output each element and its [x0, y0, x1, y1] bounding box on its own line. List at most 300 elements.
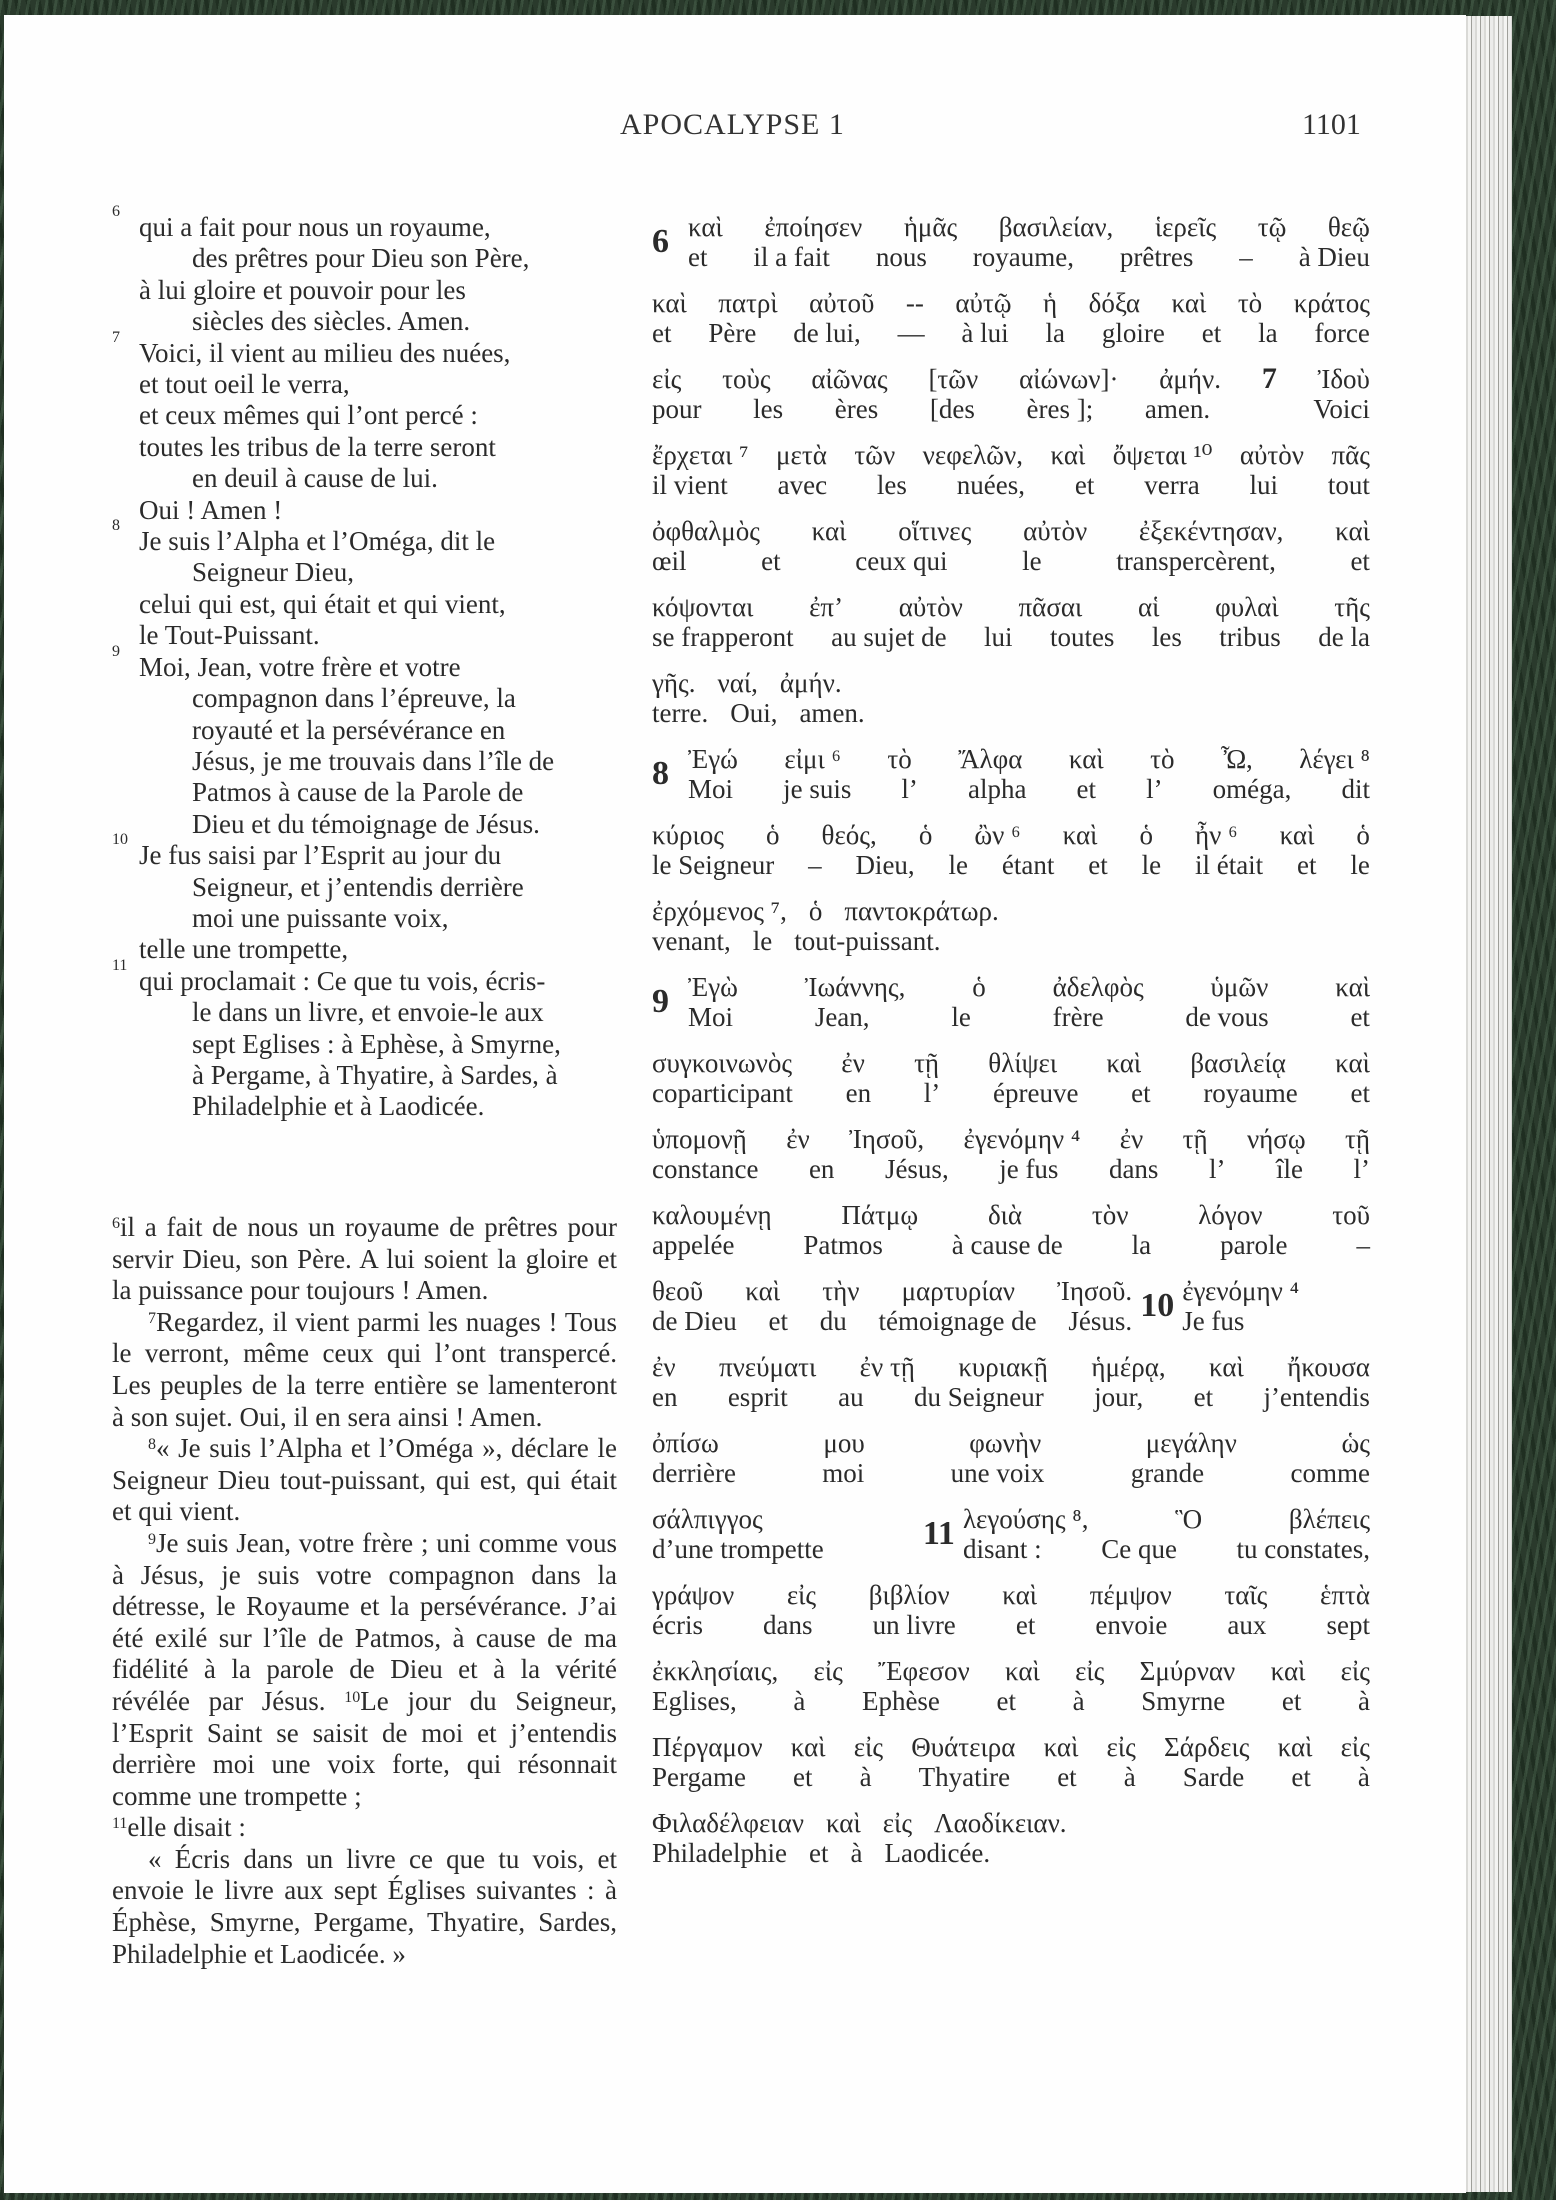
interlinear-pair	[652, 820, 1370, 880]
interlinear-pair	[652, 1656, 1370, 1716]
greek-word: θεοῦ	[652, 1276, 704, 1306]
french-gloss-line	[652, 546, 1370, 576]
french-word: –	[1239, 242, 1253, 272]
greek-word: Θυάτειρα	[911, 1732, 1016, 1762]
french-word: dit	[1341, 774, 1370, 804]
greek-line	[652, 288, 1370, 318]
french-word: jour,	[1094, 1382, 1144, 1412]
greek-word: καὶ	[825, 1808, 861, 1838]
verse-text: le dans un livre, et envoie-le aux	[192, 997, 544, 1028]
french-word: la	[1045, 318, 1066, 348]
french-word: du Seigneur	[914, 1382, 1044, 1412]
interlinear-lines	[652, 1124, 1370, 1184]
verse-line	[112, 432, 617, 463]
french-word: il vient	[652, 470, 728, 500]
greek-word: οἵτινες	[898, 516, 972, 546]
verse-text: Moi, Jean, votre frère et votre	[139, 651, 461, 682]
greek-word: ὑμῶν	[1210, 972, 1269, 1002]
verse-line	[112, 463, 617, 494]
french-word: royaume,	[972, 242, 1074, 272]
interlinear-lines	[652, 364, 1370, 424]
french-word: Patmos	[803, 1230, 883, 1260]
interlinear-pair	[652, 592, 1370, 652]
verse-number: 11	[112, 1815, 128, 1833]
greek-word: ναί,	[717, 668, 758, 698]
greek-word: Ἔφεσον	[878, 1656, 970, 1686]
verse-number: 10	[344, 1688, 361, 1706]
greek-word: ἐκκλησίαις,	[652, 1656, 779, 1686]
interlinear-pair	[652, 1808, 1370, 1868]
greek-word: μου	[823, 1428, 865, 1458]
greek-word: καὶ	[790, 1732, 826, 1762]
greek-line	[652, 1504, 915, 1534]
verse-line	[112, 1029, 617, 1060]
french-word: le	[1350, 850, 1370, 880]
french-word: à cause de	[951, 1230, 1063, 1260]
verse-line	[112, 1091, 617, 1122]
verse-text: sept Eglises : à Ephèse, à Smyrne,	[192, 1028, 561, 1059]
french-gloss-line	[652, 1610, 1370, 1640]
verse-text: moi une puissante voix,	[192, 902, 449, 933]
greek-word: καὶ	[688, 212, 723, 242]
greek-word: τῇ	[1182, 1124, 1208, 1154]
french-word: et	[1193, 1382, 1214, 1412]
french-word: nous	[875, 242, 927, 272]
interlinear-lines	[652, 1656, 1370, 1716]
greek-line	[652, 592, 1370, 622]
french-word: tout	[1327, 470, 1370, 500]
greek-word: ἡμέρᾳ,	[1091, 1352, 1166, 1382]
greek-word: καὶ	[1209, 1352, 1244, 1382]
french-word: à	[793, 1686, 806, 1716]
french-gloss-line	[652, 470, 1370, 500]
french-word: lui	[1249, 470, 1279, 500]
interlinear-pair	[652, 744, 1370, 804]
french-word: Moi	[688, 1002, 734, 1032]
greek-word: εἰς	[853, 1732, 884, 1762]
greek-word: καὶ	[1277, 1732, 1313, 1762]
greek-line	[652, 820, 1370, 850]
french-word: le	[948, 850, 969, 880]
greek-word: καὶ	[1005, 1656, 1040, 1686]
french-word: —	[897, 318, 925, 348]
interlinear-lines	[652, 1048, 1370, 1108]
verse-line	[112, 872, 617, 903]
verse-text: celui qui est, qui était et qui vient,	[139, 588, 506, 619]
interlinear-pair	[652, 364, 1370, 424]
french-gloss-line	[652, 850, 1370, 880]
greek-word: ὁ	[918, 820, 933, 850]
french-word: oméga,	[1212, 774, 1292, 804]
french-gloss-line	[688, 1002, 1370, 1032]
verse-text: siècles des siècles. Amen.	[192, 306, 471, 337]
french-word: derrière	[652, 1458, 736, 1488]
interlinear-pair	[652, 1200, 1370, 1260]
french-word: Thyatire	[918, 1762, 1011, 1792]
french-word: je suis	[783, 774, 852, 804]
greek-word: πᾶσαι	[1018, 592, 1083, 622]
french-word: il a fait	[753, 242, 830, 272]
french-word: [des	[929, 394, 975, 424]
verse-line: 6 qui a fait pour nous un royaume,	[112, 203, 491, 242]
interlinear-pair	[652, 972, 1370, 1032]
french-word: esprit	[727, 1382, 788, 1412]
greek-word: καὶ	[1062, 820, 1098, 850]
french-word: et	[1088, 850, 1108, 880]
verse-line	[112, 777, 617, 808]
greek-word: νεφελῶν,	[922, 440, 1023, 470]
greek-word: γῆς.	[652, 668, 696, 698]
french-word: du	[819, 1306, 847, 1336]
greek-word: καὶ	[745, 1276, 781, 1306]
french-word: à lui	[961, 318, 1009, 348]
verse-text: à lui gloire et pouvoir pour les	[139, 274, 466, 305]
greek-word: τῷ	[1257, 212, 1287, 242]
french-word: et	[793, 1762, 813, 1792]
french-word: grande	[1130, 1458, 1205, 1488]
french-word: Dieu,	[855, 850, 915, 880]
french-word: l’	[1353, 1154, 1370, 1184]
greek-line	[652, 1048, 1370, 1078]
interlinear-greek-french	[652, 212, 1370, 1884]
french-word: lui	[984, 622, 1013, 652]
french-word: et	[1074, 470, 1095, 500]
verse-line	[112, 589, 617, 620]
french-word: ceux qui	[855, 546, 948, 576]
verse-line	[112, 557, 617, 588]
interlinear-pair	[652, 896, 1370, 956]
greek-word: ὁ	[765, 820, 780, 850]
greek-word: καὶ	[1335, 972, 1370, 1002]
greek-word: ἐν	[786, 1124, 810, 1154]
greek-word: βασιλείαν,	[998, 212, 1114, 242]
french-word: coparticipant	[652, 1078, 793, 1108]
french-word: Oui,	[730, 698, 778, 728]
prose-paragraph	[112, 1812, 617, 1844]
french-gloss-line	[688, 242, 1370, 272]
greek-word: τῶν	[854, 440, 896, 470]
french-word: les	[876, 470, 907, 500]
french-gloss-line	[652, 1306, 1132, 1336]
greek-word: κυριακῇ	[958, 1352, 1048, 1382]
greek-word: μεγάλην	[1145, 1428, 1237, 1458]
french-word: Jésus.	[1068, 1306, 1133, 1336]
greek-word: ἐξεκέντησαν,	[1138, 516, 1284, 546]
page-number: 1101	[1302, 108, 1361, 141]
french-word: le	[1141, 850, 1162, 880]
verse-text: Regardez, il vient parmi les nuages ! Tous le verront, même ceux qui l’ont transpercé. Les peuples de la terre entière se lamenteront à son sujet. Oui, il en sera ainsi ! Amen.	[112, 1306, 617, 1432]
verse-text: Voici, il vient au milieu des nuées,	[139, 337, 511, 368]
interlinear-pair	[652, 1352, 1370, 1412]
greek-line	[652, 1200, 1370, 1230]
french-word: les	[1151, 622, 1182, 652]
greek-word: ἱερεῖς	[1154, 212, 1217, 242]
french-word: et	[1201, 318, 1222, 348]
french-word: Eglises,	[652, 1686, 737, 1716]
greek-line	[688, 744, 1370, 774]
verse-line	[112, 243, 617, 274]
greek-word: κράτος	[1293, 288, 1370, 318]
verse-text: qui a fait pour nous un royaume,	[139, 212, 491, 242]
french-word: pour	[652, 394, 702, 424]
interlinear-lines	[652, 440, 1370, 500]
french-word: tout-puissant.	[794, 926, 941, 956]
greek-line	[652, 440, 1370, 470]
prose-paragraph	[112, 1844, 617, 1970]
french-word: –	[1356, 1230, 1370, 1260]
greek-word: κόψονται	[652, 592, 754, 622]
french-word: de lui,	[793, 318, 861, 348]
greek-word: καὶ	[1043, 1732, 1079, 1762]
french-word: Jésus,	[884, 1154, 949, 1184]
french-word: et	[1015, 1610, 1036, 1640]
french-word: le	[951, 1002, 971, 1032]
greek-word: καὶ	[811, 516, 847, 546]
french-word: force	[1314, 318, 1370, 348]
french-word: écris	[652, 1610, 703, 1640]
french-word: Jean,	[814, 1002, 870, 1032]
verse-number: 9	[148, 1530, 156, 1548]
interlinear-lines	[652, 288, 1370, 348]
french-word: et	[1131, 1078, 1151, 1108]
interlinear-pair	[652, 1504, 1370, 1564]
french-word: et	[1297, 850, 1317, 880]
greek-line	[963, 1504, 1370, 1534]
greek-word: θλίψει	[988, 1048, 1058, 1078]
interlinear-pair	[652, 1580, 1370, 1640]
french-word: étant	[1001, 850, 1055, 880]
verse-number: 6	[652, 223, 669, 260]
greek-word: βασιλείᾳ	[1190, 1048, 1286, 1078]
greek-word: τοὺς	[722, 364, 771, 394]
french-word: je fus	[999, 1154, 1059, 1184]
greek-word: εἰς	[1340, 1656, 1370, 1686]
verse-text: Le jour du Seigneur, l’Esprit Saint se saisit de moi et j’entendis derrière moi une voix forte, qui résonnait comme une trompette ;	[112, 1685, 617, 1811]
interlinear-pair	[652, 1276, 1370, 1336]
verse-text: et ceux mêmes qui l’ont percé :	[139, 400, 478, 431]
greek-word: εἰς	[882, 1808, 913, 1838]
french-word: et	[768, 1306, 788, 1336]
greek-word: ὑπομονῇ	[652, 1124, 747, 1154]
french-word: avec	[777, 470, 828, 500]
greek-word: πᾶς	[1331, 440, 1370, 470]
greek-word: --	[905, 288, 924, 318]
french-word: à	[1357, 1686, 1370, 1716]
greek-line	[652, 1732, 1370, 1762]
french-gloss-line	[652, 1686, 1370, 1716]
greek-word: ὁ	[1356, 820, 1370, 850]
interlinear-pair	[652, 1428, 1370, 1488]
french-word: amen.	[1144, 394, 1211, 424]
verse-text: « Écris dans un livre ce que tu vois, et envoie le livre aux sept Églises suivantes : à Éphèse, Smyrne, Pergame, Thyatire, Sardes, Philadelphie et Laodicée. »	[112, 1843, 617, 1969]
greek-word: Ἰωάννης,	[804, 972, 906, 1002]
verse-text: Dieu et du témoignage de Jésus.	[192, 808, 540, 839]
greek-word: ἤκουσα	[1287, 1352, 1370, 1382]
french-word: île	[1275, 1154, 1303, 1184]
greek-word: φωνὴν	[969, 1428, 1042, 1458]
prose-paragraph	[112, 1528, 617, 1812]
greek-word: Ἐγὼ	[688, 972, 738, 1002]
greek-word: καὶ	[1050, 440, 1086, 470]
french-word: témoignage de	[878, 1306, 1037, 1336]
french-word: au sujet de	[831, 622, 947, 652]
greek-word: πέμψον	[1089, 1580, 1172, 1610]
french-word: Moi	[688, 774, 734, 804]
greek-word: θεῷ	[1327, 212, 1370, 242]
greek-word: εἰς	[652, 364, 682, 394]
french-word: la	[1258, 318, 1278, 348]
french-word: et	[808, 1838, 829, 1868]
greek-word: τὴν	[822, 1276, 860, 1306]
french-word: Ephèse	[861, 1686, 940, 1716]
verse-number: 7	[148, 1309, 156, 1327]
greek-word: συγκοινωνὸς	[652, 1048, 793, 1078]
interlinear-lines	[688, 972, 1370, 1032]
greek-line	[652, 1352, 1370, 1382]
interlinear-pair	[652, 440, 1370, 500]
greek-word: Ἰησοῦ.	[1057, 1276, 1133, 1306]
french-word: l’	[1208, 1154, 1226, 1184]
interlinear-pair	[652, 668, 1370, 728]
french-word: j’entendis	[1263, 1382, 1370, 1412]
greek-word: τὸ	[1237, 288, 1263, 318]
greek-word: Ὃ	[1175, 1504, 1203, 1534]
greek-word: Ἰησοῦ,	[849, 1124, 925, 1154]
verse-text: Patmos à cause de la Parole de	[192, 777, 524, 808]
french-word: aux	[1227, 1610, 1267, 1640]
interlinear-pair	[652, 1048, 1370, 1108]
greek-word: ἐν	[841, 1048, 865, 1078]
greek-word: λέγει ⁸	[1299, 744, 1370, 774]
french-gloss-line	[652, 698, 1370, 728]
greek-word: λεγούσης ⁸,	[962, 1504, 1089, 1534]
french-word: de la	[1318, 622, 1370, 652]
french-gloss-line	[652, 1458, 1370, 1488]
french-word: –	[808, 850, 822, 880]
verse-number: 8	[148, 1436, 156, 1454]
french-word: comme	[1290, 1458, 1370, 1488]
greek-word: γράψον	[652, 1580, 735, 1610]
greek-word: Ὦ,	[1220, 744, 1253, 774]
page-edges	[1466, 16, 1512, 2192]
interlinear-lines	[652, 1352, 1370, 1412]
interlinear-lines	[688, 212, 1370, 272]
greek-word: λόγον	[1198, 1200, 1263, 1230]
verse-line: 11 qui proclamait : Ce que tu vois, écris-	[112, 956, 546, 996]
verse-line	[112, 495, 617, 526]
greek-word: ἀμήν.	[1159, 364, 1221, 394]
french-word: et	[1076, 774, 1097, 804]
greek-word: καὶ	[1068, 744, 1104, 774]
interlinear-lines	[652, 1200, 1370, 1260]
verse-line: 7 Voici, il vient au milieu des nuées,	[112, 328, 511, 368]
french-word: un livre	[872, 1610, 956, 1640]
french-word: envoie	[1095, 1610, 1168, 1640]
french-word: Voici	[1313, 394, 1370, 424]
interlinear-lines	[688, 744, 1370, 804]
greek-word: τῇ	[1345, 1124, 1370, 1154]
verse-line: 10 Je fus saisi par l’Esprit au jour du	[112, 831, 502, 871]
greek-word: ἐν	[1119, 1124, 1144, 1154]
greek-line	[652, 1656, 1370, 1686]
greek-word: εἰμι ⁶	[784, 744, 841, 774]
french-word: et	[996, 1686, 1017, 1716]
french-gloss-line	[652, 622, 1370, 652]
french-word: dans	[1108, 1154, 1159, 1184]
french-word: en	[652, 1382, 678, 1412]
verse-text: Seigneur, et j’entendis derrière	[192, 871, 524, 902]
interlinear-lines	[652, 1808, 1370, 1868]
greek-word: μετὰ	[776, 440, 827, 470]
verse-text: Jésus, je me trouvais dans l’île de	[192, 745, 555, 776]
interlinear-pair	[652, 212, 1370, 272]
french-word: terre.	[652, 698, 709, 728]
french-word: à	[1123, 1762, 1136, 1792]
french-word: le	[1022, 546, 1042, 576]
interlinear-half	[652, 1276, 1132, 1336]
interlinear-half	[963, 1504, 1370, 1564]
greek-word: Σάρδεις	[1164, 1732, 1250, 1762]
french-word: parole	[1220, 1230, 1288, 1260]
greek-word: ὁ	[808, 896, 823, 926]
french-word: se frapperont	[652, 622, 794, 652]
greek-word: εἰς	[786, 1580, 817, 1610]
liturgical-translation	[112, 203, 617, 1123]
greek-word: τῆς	[1334, 592, 1370, 622]
french-word: Père	[708, 318, 757, 348]
french-gloss-line	[652, 926, 1370, 956]
greek-word: βιβλίον	[868, 1580, 950, 1610]
french-gloss-line	[652, 1230, 1370, 1260]
french-word: l’	[1146, 774, 1163, 804]
greek-word: ἐρχόμενος ⁷,	[652, 896, 787, 926]
greek-word: Φιλαδέλφειαν	[652, 1808, 804, 1838]
french-gloss-line	[652, 1382, 1370, 1412]
greek-word: Πέργαμον	[652, 1732, 763, 1762]
greek-word: ἐν τῇ	[859, 1352, 915, 1382]
greek-word: καὶ	[1171, 288, 1207, 318]
interlinear-lines	[652, 820, 1370, 880]
french-word: et	[1057, 1762, 1077, 1792]
greek-line	[652, 1428, 1370, 1458]
interlinear-lines	[652, 516, 1370, 576]
interlinear-lines	[652, 668, 1370, 728]
greek-word: αἱ	[1138, 592, 1160, 622]
interlinear-lines	[652, 1580, 1370, 1640]
french-word: en	[845, 1078, 872, 1108]
french-word: à	[1357, 1762, 1370, 1792]
french-word: à Dieu	[1298, 242, 1370, 272]
verse-text: à Pergame, à Thyatire, à Sardes, à	[192, 1059, 558, 1090]
greek-word: ὄψεται ¹⁰	[1112, 440, 1213, 470]
verse-line	[112, 620, 617, 651]
running-head: APOCALYPSE 1	[620, 108, 845, 141]
greek-line	[652, 1580, 1370, 1610]
french-gloss-line	[652, 1762, 1370, 1792]
french-word: gloire	[1101, 318, 1165, 348]
greek-word: καὶ	[1335, 1048, 1370, 1078]
greek-word: ἐν	[652, 1352, 676, 1382]
greek-word: ἐγενόμην ⁴	[963, 1124, 1081, 1154]
verse-text: toutes les tribus de la terre seront	[139, 431, 496, 462]
french-word: Sarde	[1182, 1762, 1245, 1792]
french-word: à	[1072, 1686, 1085, 1716]
greek-word: Σμύρναν	[1139, 1656, 1236, 1686]
french-gloss-line	[652, 1534, 915, 1564]
french-word: moi	[822, 1458, 865, 1488]
french-word: la	[1131, 1230, 1152, 1260]
greek-word: ἡμᾶς	[903, 212, 958, 242]
